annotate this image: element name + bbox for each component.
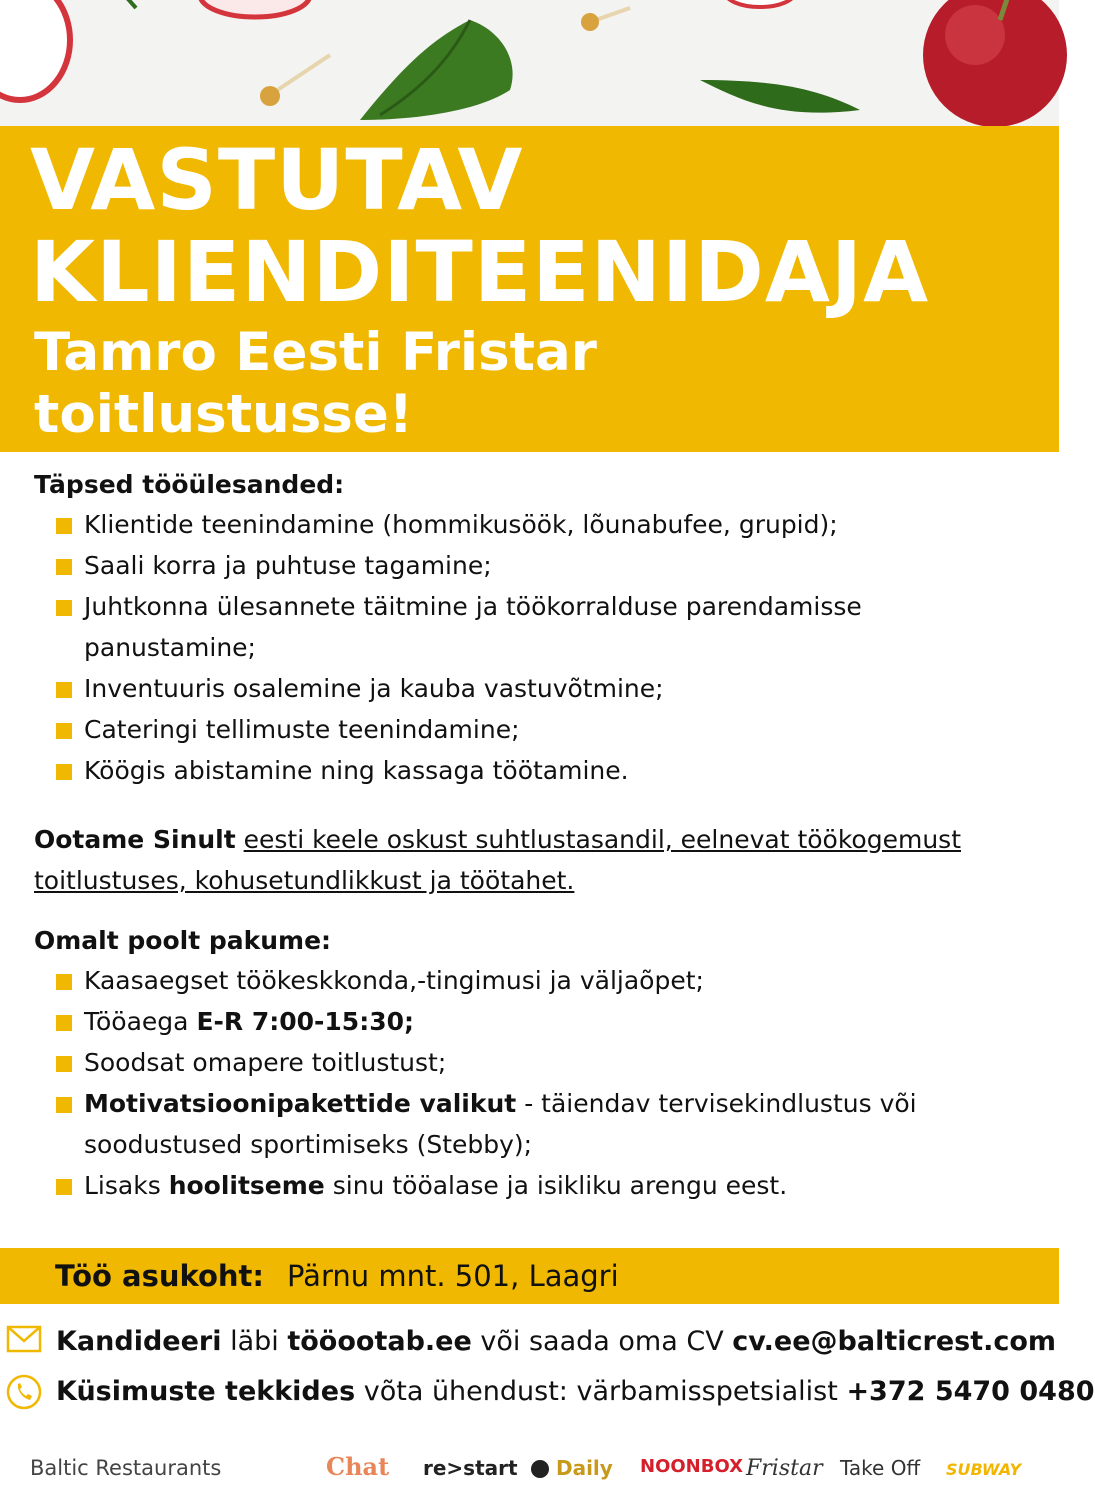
- tasks-list: [34, 504, 1034, 791]
- requirements-paragraph: [34, 819, 1034, 901]
- job-title-line2: KLIENDITEENIDAJA: [30, 223, 930, 321]
- job-details: [34, 470, 1034, 1206]
- chat-logo: Chat: [326, 1452, 390, 1481]
- bullet-square-icon: [56, 1015, 72, 1031]
- requirements-text: eesti keele oskust suhtlustasandil, eelnevat töökogemust toitlustuses, kohusetundlikkust ja töötahet.: [34, 825, 962, 895]
- restart-logo: re>start: [423, 1456, 518, 1480]
- apply-line: [0, 1320, 1059, 1364]
- questions-text: Küsimuste tekkides võta ühendust: värbamisspetsialist +372 5470 0480: [56, 1376, 1095, 1407]
- job-title: [30, 131, 930, 321]
- phone-link[interactable]: +372 5470 0480: [846, 1376, 1095, 1407]
- questions-line: [0, 1370, 1095, 1414]
- subway-logo: SUBWAY: [946, 1460, 1022, 1479]
- bullet-square-icon: [56, 1097, 72, 1113]
- location-value: Pärnu mnt. 501, Laagri: [287, 1259, 619, 1293]
- list-item: Motivatsioonipakettide valikut - täiendav tervisekindlustus või soodustused sportimiseks (Stebby);: [56, 1083, 1034, 1165]
- bullet-square-icon: [56, 518, 72, 534]
- list-item: Cateringi tellimuste teenindamine;: [56, 709, 1034, 750]
- fristar-logo: Fristar: [746, 1456, 823, 1481]
- job-title-line1: VASTUTAV: [30, 131, 524, 229]
- list-item: Inventuuris osalemine ja kauba vastuvõtmine;: [56, 668, 1034, 709]
- header-photo: [0, 0, 1059, 126]
- bullet-square-icon: [56, 764, 72, 780]
- bullet-square-icon: [56, 682, 72, 698]
- bullet-square-icon: [56, 974, 72, 990]
- daily-logo-icon: [531, 1460, 549, 1478]
- requirements-lead: Ootame Sinult: [34, 825, 236, 854]
- list-item: Soodsat omapere toitlustust;: [56, 1042, 1034, 1083]
- location-bar: [0, 1248, 1059, 1304]
- list-item: Tööaega E-R 7:00-15:30;: [56, 1001, 1034, 1042]
- apply-text: Kandideeri läbi tööootab.ee või saada oma CV cv.ee@balticrest.com: [56, 1326, 1057, 1357]
- apply-site-link[interactable]: tööootab.ee: [287, 1326, 472, 1357]
- title-banner: [0, 126, 1059, 452]
- job-subtitle-line1: Tamro Eesti Fristar: [34, 322, 597, 383]
- bullet-square-icon: [56, 1179, 72, 1195]
- noonbox-logo: NOONBOX: [640, 1456, 743, 1477]
- list-item: Klientide teenindamine (hommikusöök, lõunabufee, grupid);: [56, 504, 1034, 545]
- list-item: Kaasaegset töökeskkonda,-tingimusi ja väljaõpet;: [56, 960, 1034, 1001]
- takeoff-logo: Take Off: [840, 1456, 921, 1480]
- list-item: Juhtkonna ülesannete täitmine ja töökorralduse parendamisse panustamine;: [56, 586, 1034, 668]
- phone-icon: [6, 1374, 42, 1414]
- job-subtitle: [34, 322, 597, 446]
- bullet-square-icon: [56, 559, 72, 575]
- location-label: Töö asukoht:: [55, 1259, 265, 1293]
- bullet-square-icon: [56, 1056, 72, 1072]
- email-link[interactable]: cv.ee@balticrest.com: [732, 1326, 1057, 1357]
- bullet-square-icon: [56, 600, 72, 616]
- tasks-title: Täpsed tööülesanded:: [34, 470, 345, 499]
- list-item: Lisaks hoolitseme sinu tööalase ja isikliku arengu eest.: [56, 1165, 1034, 1206]
- bullet-square-icon: [56, 723, 72, 739]
- offer-list: [34, 960, 1034, 1206]
- daily-logo: Daily: [531, 1456, 613, 1480]
- offer-section: [34, 926, 1034, 1206]
- brand-footer: [0, 1440, 1059, 1500]
- job-subtitle-line2: toitlustusse!: [34, 384, 413, 445]
- envelope-icon: [6, 1324, 42, 1358]
- company-logo: Baltic Restaurants: [30, 1456, 222, 1480]
- offer-title: Omalt poolt pakume:: [34, 926, 332, 955]
- list-item: Köögis abistamine ning kassaga töötamine.: [56, 750, 1034, 791]
- list-item: Saali korra ja puhtuse tagamine;: [56, 545, 1034, 586]
